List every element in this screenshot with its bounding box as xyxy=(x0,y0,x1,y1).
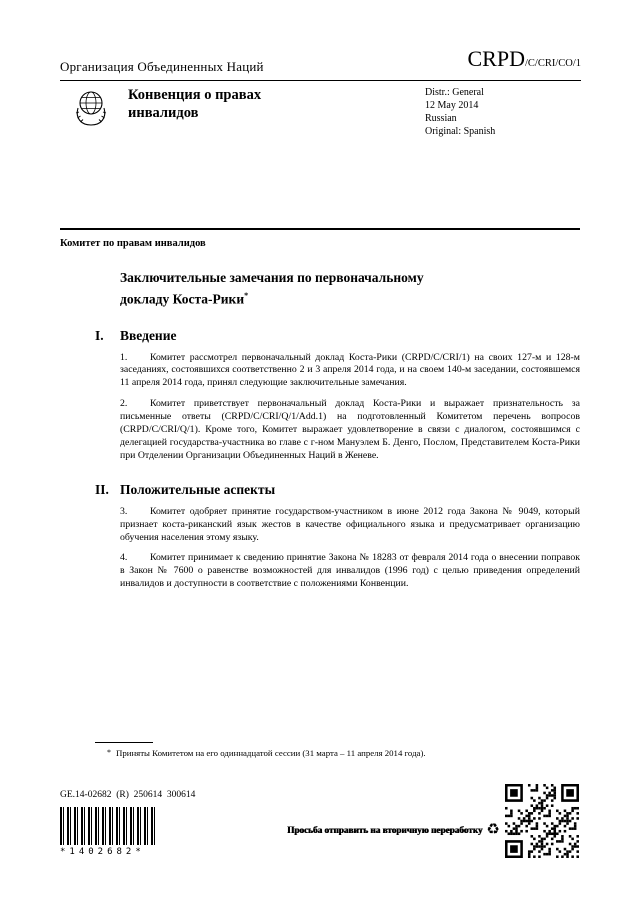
date-line: 12 May 2014 xyxy=(425,100,479,111)
distr-line: Distr.: General xyxy=(425,87,484,98)
paragraph-1 xyxy=(120,352,580,391)
document-symbol-sub: /C/CRI/CO/1 xyxy=(524,58,581,69)
document-title xyxy=(120,269,520,309)
un-emblem-icon xyxy=(68,84,114,130)
organization-name: Организация Объединенных Наций xyxy=(60,59,264,74)
paragraph-4 xyxy=(120,552,580,591)
section-number: II. xyxy=(95,481,109,497)
paragraph-number: 4. xyxy=(120,552,128,564)
paragraph-text: Комитет принимает к сведению принятие Закона № 18283 от февраля 2014 года о внесении поправок в Закон № 7600 о равенстве возможностей для инвалидов (1996 год) с целью приведения определений инвалидов и доступности в соответствие с положениями Конвенции. xyxy=(120,552,580,590)
paragraph-number: 3. xyxy=(120,505,128,517)
qr-code xyxy=(505,784,579,858)
document-header xyxy=(60,48,581,81)
footnote-marker: * xyxy=(107,748,111,757)
recycle-notice xyxy=(287,820,500,839)
masthead xyxy=(60,84,580,204)
barcode xyxy=(60,807,160,857)
document-symbol-main: CRPD xyxy=(467,46,525,71)
document-body xyxy=(60,228,580,591)
paragraph-number: 1. xyxy=(120,351,128,363)
recycle-text: Просьба отправить на вторичную переработку xyxy=(287,824,483,835)
section-title: Введение xyxy=(120,327,177,343)
paragraph-number: 2. xyxy=(120,398,128,410)
section-number: I. xyxy=(95,327,104,343)
document-title-line1: Заключительные замечания по первоначальному xyxy=(120,270,424,285)
barcode-label: *1402682* xyxy=(60,847,145,857)
section-title: Положительные аспекты xyxy=(120,481,276,497)
section-heading-positive-aspects xyxy=(60,482,580,498)
language-line: Russian xyxy=(425,113,457,124)
section-heading-introduction xyxy=(60,328,580,344)
paragraph-3 xyxy=(120,506,580,545)
title-footnote-marker: * xyxy=(244,291,249,300)
convention-title-line1: Конвенция о правах xyxy=(128,87,262,103)
paragraph-text: Комитет одобряет принятие государством-участником в июне 2012 года Закона № 9049, который признает коста-риканский язык жестов в качестве официального языка и предусматривает организацию обучения населения этому языку. xyxy=(120,505,580,543)
convention-title-line2: инвалидов xyxy=(128,105,199,121)
footnote-text: Приняты Комитетом на его одиннадцатой сессии (31 марта – 11 апреля 2014 года). xyxy=(116,748,426,758)
footnote-area xyxy=(60,742,580,758)
committee-name: Комитет по правам инвалидов xyxy=(60,238,206,249)
document-title-line2: докладу Коста-Рики xyxy=(120,291,245,307)
footnote-divider xyxy=(95,742,153,743)
recycle-icon: ♻ xyxy=(486,822,500,838)
convention-title xyxy=(128,86,261,122)
barcode-bars xyxy=(60,807,156,845)
paragraph-text: Комитет рассмотрел первоначальный доклад Коста-Рики (CRPD/C/CRI/1) на своих 127-м и 128-м заседаниях, состоявшихся соответственно 2 и 3 апреля 2014 года, и на своем 140-м заседании, состоявшемся 11 апреля 2014 года, принял следующие заключительные замечания. xyxy=(120,351,580,389)
paragraph-2 xyxy=(120,398,580,463)
paragraph-text: Комитет приветствует первоначальный доклад Коста-Рики и выражает признательность за письменные ответы (CRPD/C/CRI/Q/1/Add.1) на подготовленный Комитетом перечень вопросов (CRPD/C/CRI/Q/1). Кроме того, Комитет выражает удовлетворение в связи с диалогом, состоявшимся с делегацией государства-участника во главе с г-ном Мануэлем Б. Денго, Послом, Представителем Коста-Рики при Отделении Организации Объединенных Наций в Женеве. xyxy=(120,398,580,461)
original-language-line: Original: Spanish xyxy=(425,126,496,137)
footnote xyxy=(60,748,580,758)
distribution-info xyxy=(425,86,495,138)
ge-distribution-code: GE.14-02682 (R) 250614 300614 xyxy=(60,790,196,800)
document-symbol xyxy=(468,48,582,75)
